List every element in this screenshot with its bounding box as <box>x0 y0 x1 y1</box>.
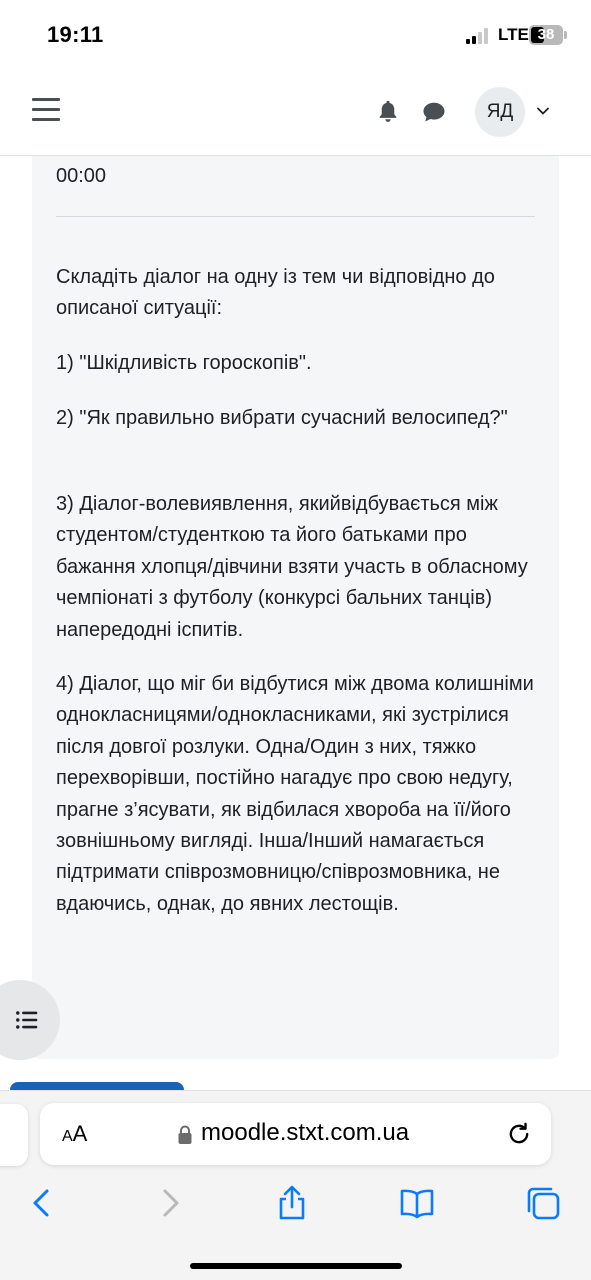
previous-tab-preview[interactable] <box>0 1104 28 1166</box>
status-bar <box>0 0 591 70</box>
home-indicator <box>190 1263 402 1269</box>
chat-icon[interactable] <box>420 99 448 125</box>
tabs-icon[interactable] <box>523 1183 563 1223</box>
lock-icon <box>177 1124 193 1146</box>
chevron-down-icon[interactable] <box>535 103 551 119</box>
reload-icon[interactable] <box>505 1120 533 1148</box>
topic-4: 4) Діалог, що міг би відбутися між двома колишніми однокласницями/однокласниками, які зустрілися після довгої розлуки. Одна/Один з них, тяжко перехворівши, постійно нагадує про свою недугу, прагне з’ясувати, як відбилася хвороба на її/його зовнішньому вигляді. Інша/Інший намагається підтримати співрозмовницю/співрозмовника, не вдаючись, однак, до явних лестощів. <box>56 673 534 915</box>
due-time: 00:00 <box>56 165 107 187</box>
address-bar[interactable] <box>40 1103 551 1165</box>
topic-3: 3) Діалог-волевиявлення, якийвідбувається між студентом/студенткою та його батьками про бажання хлопця/дівчини взяти участь в обласному чемпіонаті з футболу (конкурсі бальних танців) напередодні іспитів. <box>56 493 528 641</box>
text-size-button[interactable]: AA <box>62 1121 88 1146</box>
network-label: LTE <box>498 25 529 44</box>
topic-1: 1) "Шкідливість гороскопів". <box>56 352 312 374</box>
share-icon[interactable] <box>272 1183 312 1223</box>
battery-tip <box>564 31 567 39</box>
back-icon[interactable] <box>22 1183 62 1223</box>
battery-level: 38 <box>537 26 555 43</box>
bookmarks-icon[interactable] <box>397 1183 437 1223</box>
assignment-intro: Складіть діалог на одну із тем чи відповідно до описаної ситуації: <box>56 266 495 320</box>
divider <box>56 216 535 217</box>
bell-icon[interactable] <box>375 98 401 124</box>
battery-icon <box>529 25 563 45</box>
url-text[interactable]: moodle.stxt.com.ua <box>201 1119 410 1146</box>
list-icon <box>14 1007 40 1033</box>
status-time: 19:11 <box>47 22 104 47</box>
user-avatar[interactable]: ЯД <box>475 87 525 137</box>
top-navbar <box>0 70 591 156</box>
signal-icon <box>466 28 492 44</box>
topic-2: 2) "Як правильно вибрати сучасний велосипед?" <box>56 407 508 429</box>
browser-toolbar <box>0 1090 591 1280</box>
forward-icon[interactable] <box>150 1183 190 1223</box>
assignment-card <box>32 156 559 1059</box>
menu-icon[interactable] <box>32 98 60 122</box>
